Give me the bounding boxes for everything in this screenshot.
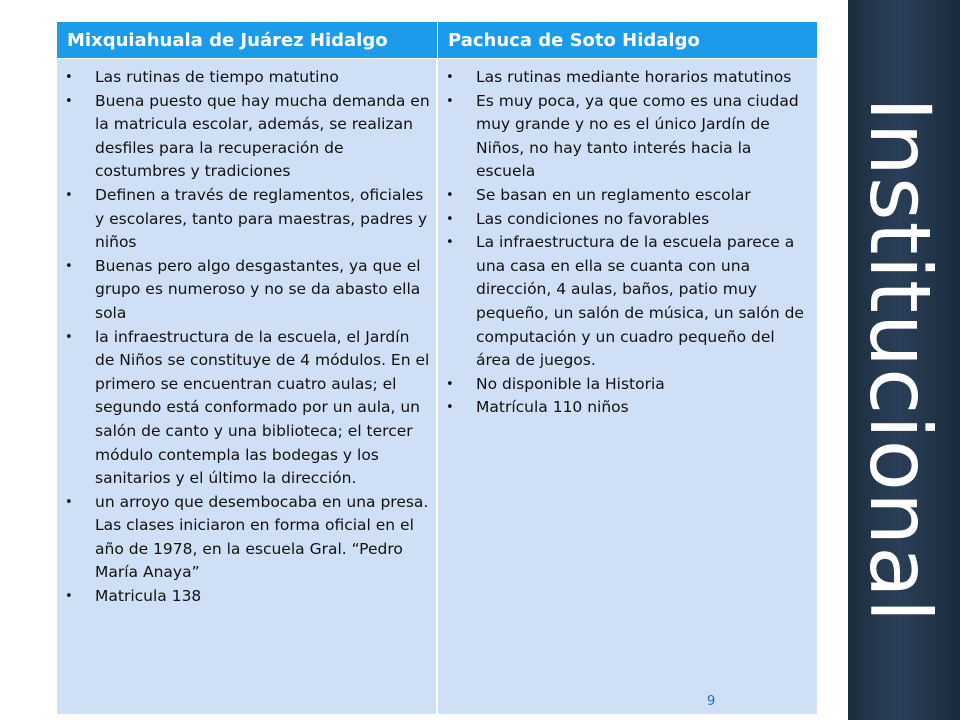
sidebar-title: Institucional <box>851 96 949 624</box>
column-pachuca <box>438 66 817 420</box>
page-number: 9 <box>707 694 716 709</box>
table-header-row <box>57 22 817 59</box>
bullet-icon: • <box>446 211 454 227</box>
column-mixquiahuala <box>57 66 436 609</box>
list-item: • la infraestructura de la escuela, el Jardín de Niños se constituye de 4 módulos. En el primero se encuentran cuatro aulas; el segundo está conformado por un aula, un salón de canto y una biblioteca; el tercer módulo contempla las bodegas y los sanitarios y el último la dirección. <box>65 327 430 488</box>
list-item: • Las condiciones no favorables <box>446 208 811 232</box>
list-item: • Se basan en un reglamento escolar <box>446 184 811 208</box>
bullet-icon: • <box>65 258 73 274</box>
bullet-icon: • <box>65 70 73 85</box>
bullet-icon: • <box>65 187 73 203</box>
list-item: • Matrícula 110 niños <box>446 396 811 420</box>
list-item: • La infraestructura de la escuela parece a una casa en ella se cuanta con una dirección, 4 aulas, baños, patio muy pequeño, un salón de música, un salón de computación y un cuadro pequeño del área de juegos. <box>446 233 804 370</box>
list-item: • No disponible la Historia <box>446 373 811 397</box>
bullet-icon: • <box>446 187 454 203</box>
bullet-icon: • <box>446 93 454 109</box>
list-item: • Las rutinas mediante horarios matutinos <box>446 66 811 90</box>
bullet-icon: • <box>65 329 73 345</box>
list-item: • Buenas pero algo desgastantes, ya que el grupo es numeroso y no se da abasto ella sola <box>65 256 421 322</box>
bullet-icon: • <box>65 494 73 510</box>
bullet-icon: • <box>65 93 73 109</box>
bullet-icon: • <box>446 70 454 85</box>
list-item: • un arroyo que desembocaba en una presa. Las clases iniciaron en forma oficial en el año de 1978, en la escuela Gral. “Pedro María Anaya” <box>65 492 429 582</box>
list-item: • Las rutinas de tiempo matutino <box>65 66 430 90</box>
list-item: • Buena puesto que hay mucha demanda en la matricula escolar, además, se realizan desfiles para la recuperación de costumbres y tradiciones <box>65 91 430 181</box>
list-item: • Es muy poca, ya que como es una ciudad muy grande y no es el único Jardín de Niños, no hay tanto interés hacia la escuela <box>446 91 799 181</box>
list-item: • Definen a través de reglamentos, oficiales y escolares, tanto para maestras, padres y niños <box>65 185 428 252</box>
header-mixquiahuala: Mixquiahuala de Juárez Hidalgo <box>67 30 388 51</box>
bullet-icon: • <box>65 589 73 605</box>
bullet-icon: • <box>446 376 454 392</box>
bullet-icon: • <box>446 235 454 251</box>
comparison-table <box>57 22 817 714</box>
list-item: • Matricula 138 <box>65 585 430 609</box>
bullet-icon: • <box>446 400 454 416</box>
header-pachuca: Pachuca de Soto Hidalgo <box>437 22 817 58</box>
sidebar-banner <box>848 0 960 720</box>
